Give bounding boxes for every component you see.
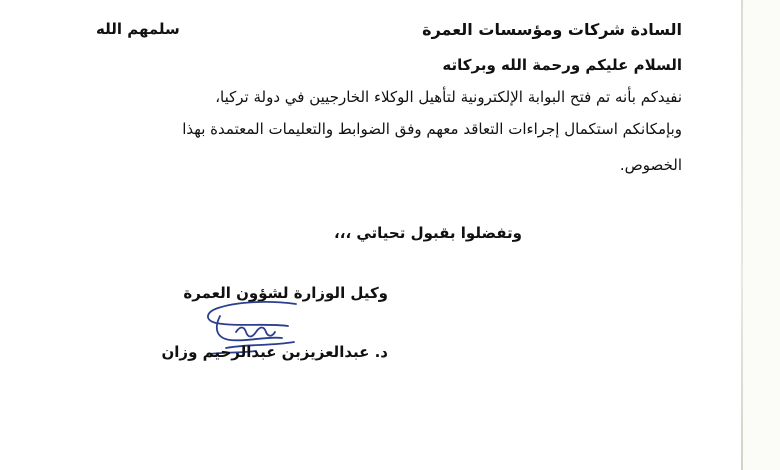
body-line-3: الخصوص. [619, 156, 682, 174]
scan-margin [743, 0, 780, 470]
greeting-honorific: سلمهم الله [96, 20, 180, 38]
salutation: السلام عليكم ورحمة الله وبركاته [442, 56, 682, 74]
body-line-2: وبإمكانكم استكمال إجراءات التعاقد معهم وفق الضوابط والتعليمات المعتمدة بهذا [182, 120, 682, 138]
body-line-1: نفيدكم بأنه تم فتح البوابة الإلكترونية لتأهيل الوكلاء الخارجيين في دولة تركيا، [215, 88, 682, 106]
signatory-name: د. عبدالعزيزبن عبدالرحيم وزان [161, 343, 388, 361]
closing-line: وتفضلوا بقبول تحياتي ،،، [334, 224, 522, 242]
signatory-title: وكيل الوزارة لشؤون العمرة [183, 284, 388, 302]
letter-addressee: السادة شركات ومؤسسات العمرة [422, 20, 682, 39]
